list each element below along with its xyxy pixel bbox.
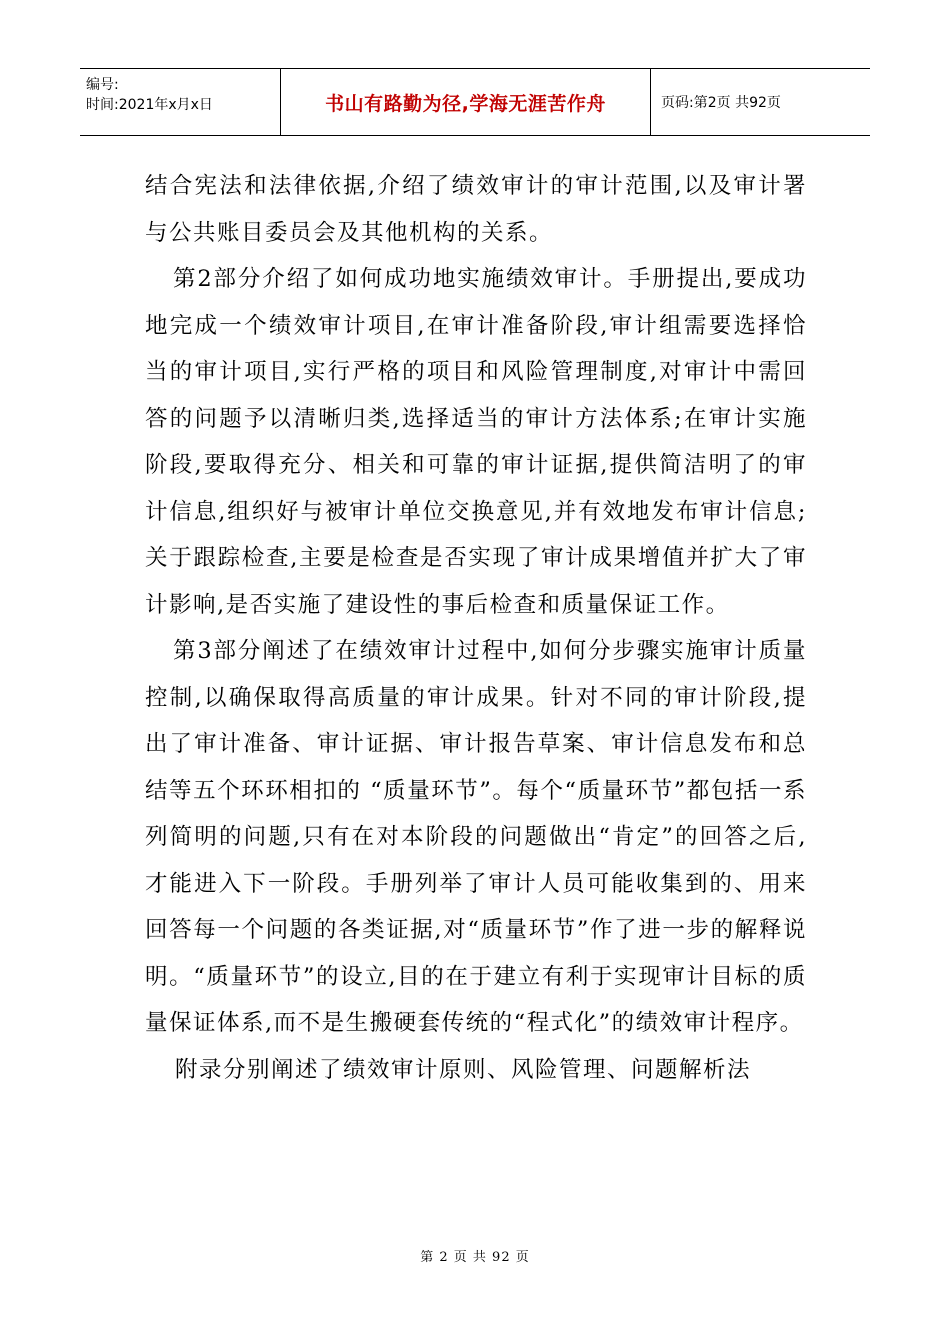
page-footer: 第 2 页 共 92 页 <box>420 1250 530 1265</box>
paragraph-continuation: 结合宪法和法律依据,介绍了绩效审计的审计范围,以及审计署与公共账目委员会及其他机构的关系。 <box>145 173 807 246</box>
header-meta-cell <box>80 69 281 135</box>
header-motto: 书山有路勤为径,学海无涯苦作舟 <box>281 69 651 135</box>
document-time-label: 时间:2021年x月x日 <box>86 97 213 113</box>
header-page-info: 页码:第2页 共92页 <box>661 95 781 111</box>
page-header <box>80 68 870 136</box>
paragraph-part-3: 第3部分阐述了在绩效审计过程中,如何分步骤实施审计质量控制,以确保取得高质量的审计成果。针对不同的审计阶段,提出了审计准备、审计证据、审计报告草案、审计信息发布和总结等五个环环相扣的 “质量环节”。每个“质量环节”都包括一系列简明的问题,只有在对本阶段的问题做出“肯定”的回答之后,才能进入下一阶段。手册列举了审计人员可能收集到的、用来回答每一个问题的各类证据,对“质量环节”作了进一步的解释说明。“质量环节”的设立,目的在于建立有利于实现审计目标的质量保证体系,而不是生搬硬套传统的“程式化”的绩效审计程序。 <box>145 638 807 1036</box>
document-number-label: 编号: <box>86 77 119 93</box>
paragraph-appendix: 附录分别阐述了绩效审计原则、风险管理、问题解析法 <box>175 1056 752 1083</box>
paragraph-part-2: 第2部分介绍了如何成功地实施绩效审计。手册提出,要成功地完成一个绩效审计项目,在审计准备阶段,审计组需要选择恰当的审计项目,实行严格的项目和风险管理制度,对审计中需回答的问题予以清晰归类,选择适当的审计方法体系;在审计实施阶段,要取得充分、相关和可靠的审计证据,提供简洁明了的审计信息,组织好与被审计单位交换意见,并有效地发布审计信息;关于跟踪检查,主要是检查是否实现了审计成果增值并扩大了审计影响,是否实施了建设性的事后检查和质量保证工作。 <box>145 266 807 618</box>
document-body <box>145 163 807 1093</box>
